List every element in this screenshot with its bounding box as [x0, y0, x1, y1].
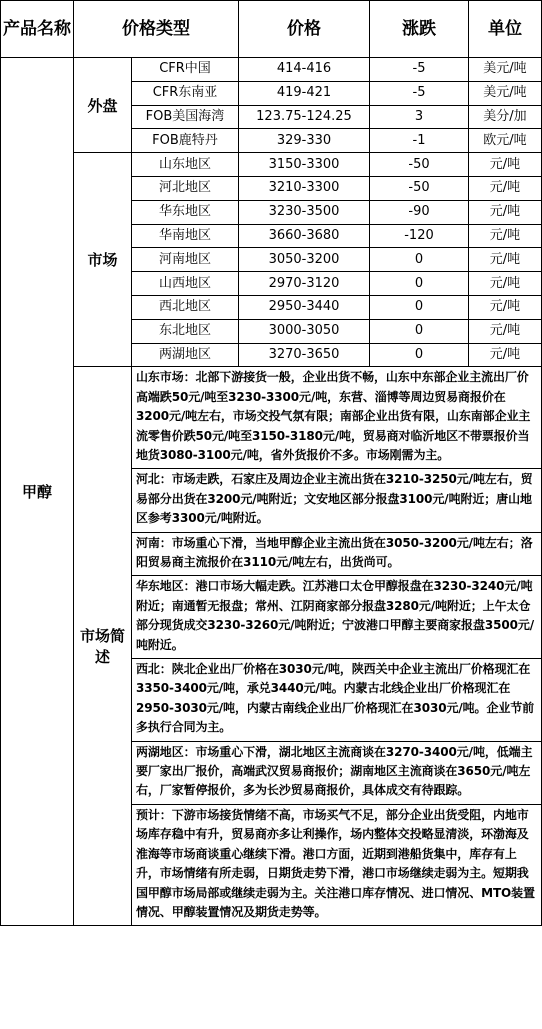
price-row: [1, 58, 542, 82]
price-type: CFR中国: [132, 58, 239, 82]
price-unit: 元/吨: [469, 343, 542, 367]
summary-paragraph: 山东市场：北部下游接货一般，企业出货不畅，山东中东部企业主流出厂价高端跌50元/吨至3230-3300元/吨，东营、淄博等周边贸易商报价在3200元/吨左右，市场交投气氛有限；南部企业出货有限，山东南部企业主流零售价跌50元/吨至3150-3180元/吨，贸易商对临沂地区不带票报价当地货3080-3100元/吨，省外货报价不多。市场刚需为主。: [132, 367, 542, 469]
price-unit: 元/吨: [469, 248, 542, 272]
price-type: 西北地区: [132, 295, 239, 319]
price-unit: 元/吨: [469, 272, 542, 296]
price-type: FOB鹿特丹: [132, 129, 239, 153]
group-domestic-market: 市场: [74, 153, 132, 367]
header-product: 产品名称: [1, 1, 74, 58]
price-value: 123.75-124.25: [239, 105, 370, 129]
price-value: 2950-3440: [239, 295, 370, 319]
price-change: 0: [370, 343, 469, 367]
summary-paragraph: 河南：市场重心下滑，当地甲醇企业主流出货在3050-3200元/吨左右；洛阳贸易商主流报价在3110元/吨左右，出货尚可。: [132, 532, 542, 576]
price-unit: 美元/吨: [469, 81, 542, 105]
price-type: 华东地区: [132, 200, 239, 224]
header-unit: 单位: [469, 1, 542, 58]
price-unit: 元/吨: [469, 200, 542, 224]
price-value: 3210-3300: [239, 176, 370, 200]
summary-paragraph: 西北：陕北企业出厂价格在3030元/吨，陕西关中企业主流出厂价格现汇在3350-3400元/吨，承兑3440元/吨。内蒙古北线企业出厂价格现汇在2950-3030元/吨，内蒙古南线企业出厂价格现汇在3030元/吨。企业节前多执行合同为主。: [132, 659, 542, 742]
price-unit: 美分/加: [469, 105, 542, 129]
price-unit: 欧元/吨: [469, 129, 542, 153]
price-value: 329-330: [239, 129, 370, 153]
price-type: 山东地区: [132, 153, 239, 177]
price-change: -5: [370, 58, 469, 82]
header-type: 价格类型: [74, 1, 239, 58]
price-type: 山西地区: [132, 272, 239, 296]
price-change: -50: [370, 176, 469, 200]
price-unit: 元/吨: [469, 295, 542, 319]
product-name: 甲醇: [1, 58, 74, 926]
price-value: 3230-3500: [239, 200, 370, 224]
price-type: 华南地区: [132, 224, 239, 248]
group-outer-market: 外盘: [74, 58, 132, 153]
price-value: 3150-3300: [239, 153, 370, 177]
summary-paragraph: 两湖地区：市场重心下滑，湖北地区主流商谈在3270-3400元/吨，低端主要厂家出厂报价，高端武汉贸易商报价；湖南地区主流商谈在3650元/吨左右，厂家暂停报价，多为长沙贸易商报价，具体成交有待跟踪。: [132, 741, 542, 804]
price-unit: 元/吨: [469, 176, 542, 200]
price-type: 河北地区: [132, 176, 239, 200]
price-change: -90: [370, 200, 469, 224]
price-type: 河南地区: [132, 248, 239, 272]
price-type: CFR东南亚: [132, 81, 239, 105]
price-value: 2970-3120: [239, 272, 370, 296]
price-change: -5: [370, 81, 469, 105]
price-value: 3660-3680: [239, 224, 370, 248]
price-change: 3: [370, 105, 469, 129]
price-change: 0: [370, 248, 469, 272]
price-value: 419-421: [239, 81, 370, 105]
price-unit: 元/吨: [469, 224, 542, 248]
summary-paragraph: 预计：下游市场接货情绪不高，市场买气不足，部分企业出货受阻，内地市场库存稳中有升，贸易商亦多让利操作，场内整体交投略显清淡，环渤海及淮海等市场商谈重心继续下滑。港口方面，近期到港船货集中，库存有上升，市场情绪有所走弱，日期货走势下滑，港口市场继续走弱为主。短期我国甲醇市场局部或继续走弱为主。关注港口库存情况、进口情况、MTO装置情况、甲醇装置情况及期货走势等。: [132, 804, 542, 925]
price-value: 3270-3650: [239, 343, 370, 367]
price-row: [1, 153, 542, 177]
group-market-summary: 市场简述: [74, 367, 132, 926]
price-value: 3000-3050: [239, 319, 370, 343]
price-change: 0: [370, 295, 469, 319]
price-change: 0: [370, 319, 469, 343]
price-value: 414-416: [239, 58, 370, 82]
price-unit: 元/吨: [469, 153, 542, 177]
header-price: 价格: [239, 1, 370, 58]
summary-paragraph: 河北：市场走跌，石家庄及周边企业主流出货在3210-3250元/吨左右，贸易部分出货在3200元/吨附近；文安地区部分报盘3100元/吨附近；唐山地区参考3300元/吨附近。: [132, 469, 542, 532]
summary-row: [1, 367, 542, 469]
price-unit: 美元/吨: [469, 58, 542, 82]
price-value: 3050-3200: [239, 248, 370, 272]
header-change: 涨跌: [370, 1, 469, 58]
price-change: 0: [370, 272, 469, 296]
price-type: 两湖地区: [132, 343, 239, 367]
price-change: -1: [370, 129, 469, 153]
price-change: -50: [370, 153, 469, 177]
price-change: -120: [370, 224, 469, 248]
price-type: FOB美国海湾: [132, 105, 239, 129]
header-row: [1, 1, 542, 58]
price-type: 东北地区: [132, 319, 239, 343]
price-unit: 元/吨: [469, 319, 542, 343]
summary-paragraph: 华东地区：港口市场大幅走跌。江苏港口太仓甲醇报盘在3230-3240元/吨附近；南通暂无报盘；常州、江阴商家部分报盘3280元/吨附近；上午太仓部分现货成交3230-3260元/吨附近；宁波港口甲醇主要商家报盘3500元/吨附近。: [132, 576, 542, 659]
